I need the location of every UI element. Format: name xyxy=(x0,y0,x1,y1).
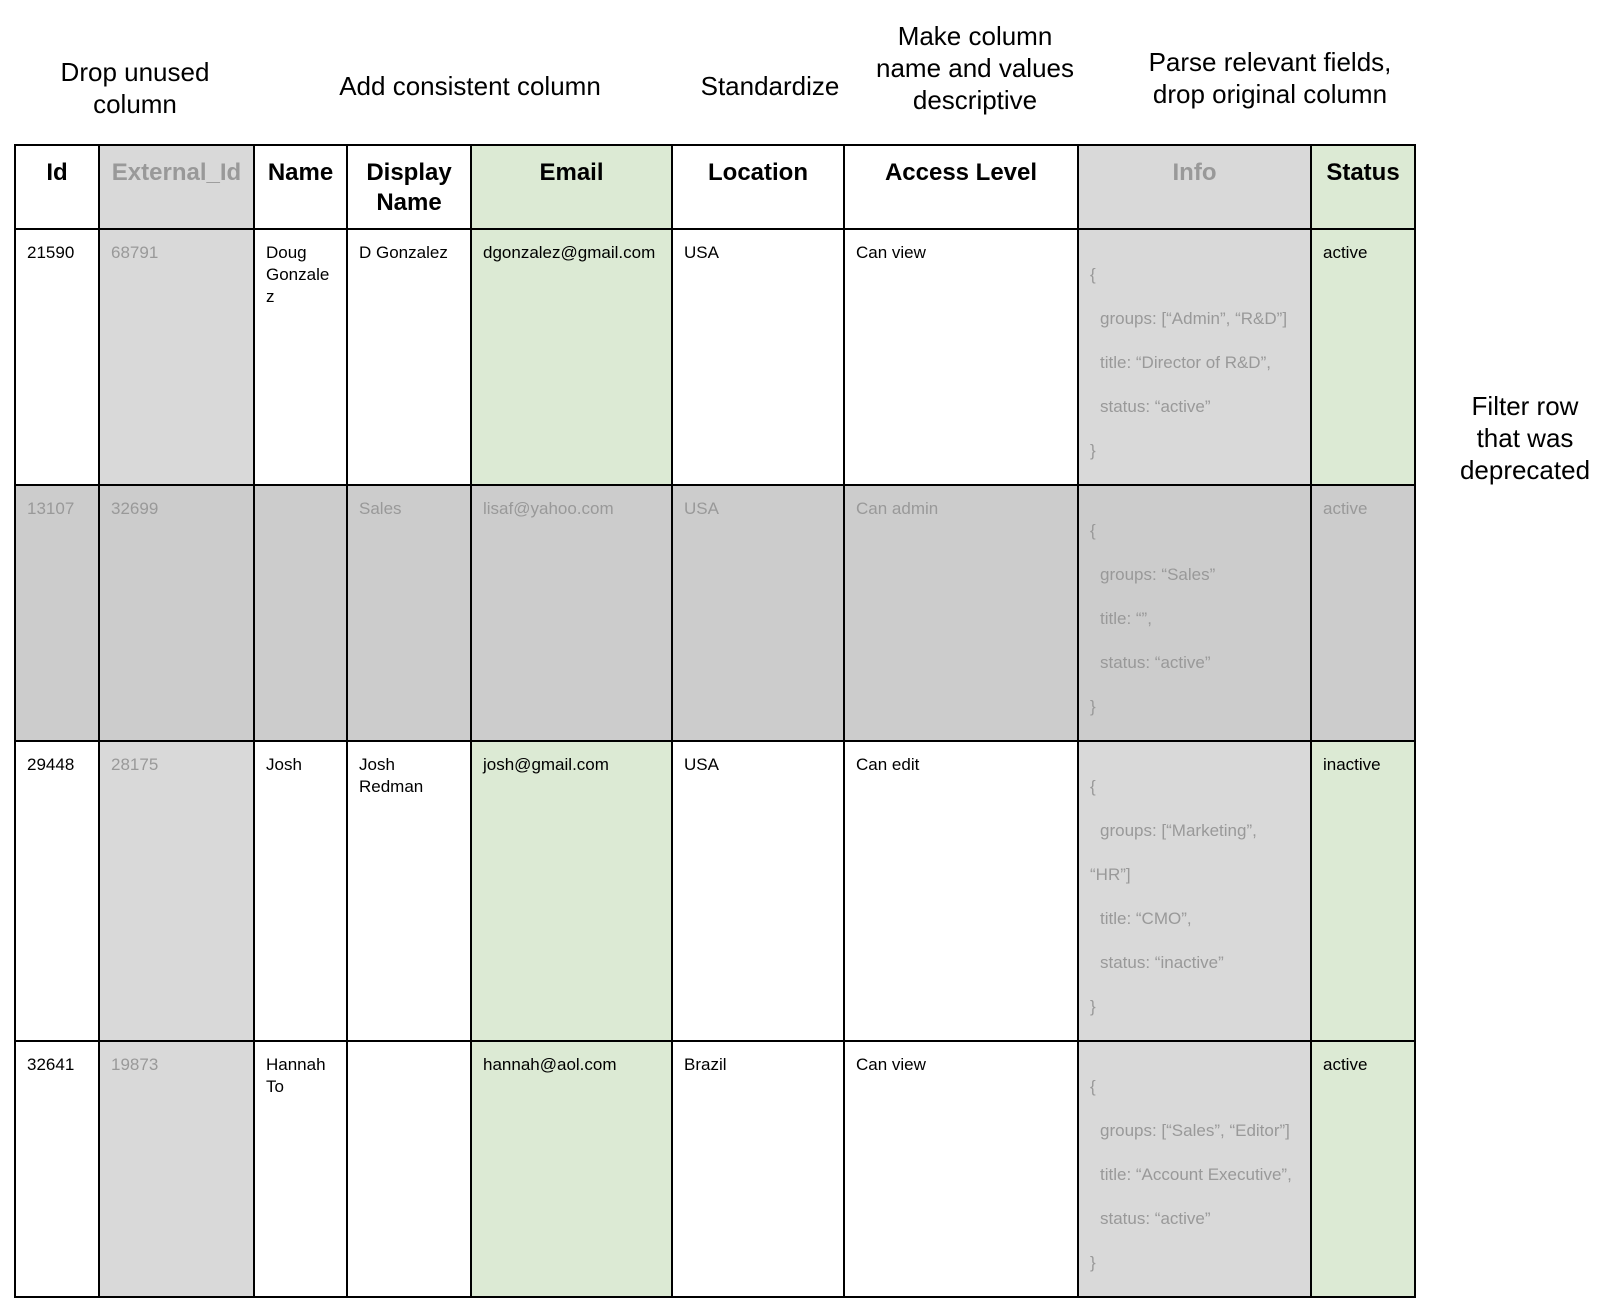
cell-info xyxy=(1078,485,1311,741)
header-access-level: Access Level xyxy=(844,145,1078,229)
data-table xyxy=(14,144,1416,1298)
cell-info xyxy=(1078,1041,1311,1297)
header-name: Name xyxy=(254,145,347,229)
table-row xyxy=(15,1041,1415,1297)
annotation-standardize: Standardize xyxy=(700,71,840,101)
info-title: title: “Account Executive”, xyxy=(1100,1165,1292,1184)
cell-access-level: Can admin xyxy=(844,485,1078,741)
info-open: { xyxy=(1090,265,1096,284)
cell-info xyxy=(1078,741,1311,1041)
cell-access-level: Can edit xyxy=(844,741,1078,1041)
header-row xyxy=(15,145,1415,229)
info-open: { xyxy=(1090,1077,1096,1096)
info-open: { xyxy=(1090,777,1096,796)
info-status: status: “active” xyxy=(1100,397,1211,416)
header-display-name: Display Name xyxy=(347,145,471,229)
cell-id: 21590 xyxy=(15,229,99,485)
cell-name xyxy=(254,485,347,741)
cell-external-id: 19873 xyxy=(99,1041,254,1297)
cell-display-name: D Gonzalez xyxy=(347,229,471,485)
header-id: Id xyxy=(15,145,99,229)
annotation-drop-unused-column: Drop unused column xyxy=(60,57,210,119)
info-close: } xyxy=(1090,997,1096,1016)
cell-email: dgonzalez@gmail.com xyxy=(471,229,672,485)
info-close: } xyxy=(1090,697,1096,716)
cell-email: hannah@aol.com xyxy=(471,1041,672,1297)
info-title: title: “”, xyxy=(1100,609,1152,628)
cell-external-id: 68791 xyxy=(99,229,254,485)
info-close: } xyxy=(1090,1253,1096,1272)
table-row-filtered xyxy=(15,485,1415,741)
cell-external-id: 32699 xyxy=(99,485,254,741)
header-location: Location xyxy=(672,145,844,229)
cell-id: 29448 xyxy=(15,741,99,1041)
info-status: status: “inactive” xyxy=(1100,953,1224,972)
info-status: status: “active” xyxy=(1100,1209,1211,1228)
info-status: status: “active” xyxy=(1100,653,1211,672)
cell-name: Hannah To xyxy=(254,1041,347,1297)
cell-display-name: Sales xyxy=(347,485,471,741)
cell-info xyxy=(1078,229,1311,485)
cell-location: USA xyxy=(672,229,844,485)
cell-access-level: Can view xyxy=(844,1041,1078,1297)
info-groups: groups: [“Admin”, “R&D”] xyxy=(1100,309,1288,328)
info-groups: groups: [“Sales”, “Editor”] xyxy=(1100,1121,1290,1140)
cell-display-name: Josh Redman xyxy=(347,741,471,1041)
cell-location: USA xyxy=(672,485,844,741)
info-close: } xyxy=(1090,441,1096,460)
info-groups-continued: “HR”] xyxy=(1090,865,1131,884)
annotation-parse-fields: Parse relevant fields, drop original column xyxy=(1148,47,1392,109)
cell-email: lisaf@yahoo.com xyxy=(471,485,672,741)
info-title: title: “CMO”, xyxy=(1100,909,1192,928)
cell-access-level: Can view xyxy=(844,229,1078,485)
cell-external-id: 28175 xyxy=(99,741,254,1041)
annotation-add-consistent-column: Add consistent column xyxy=(339,71,601,101)
info-groups: groups: “Sales” xyxy=(1100,565,1216,584)
header-status: Status xyxy=(1311,145,1415,229)
annotation-make-descriptive: Make column name and values descriptive xyxy=(875,21,1075,115)
cell-id: 32641 xyxy=(15,1041,99,1297)
info-groups: groups: [“Marketing”, xyxy=(1100,821,1257,840)
header-external-id: External_Id xyxy=(99,145,254,229)
info-open: { xyxy=(1090,521,1096,540)
cell-email: josh@gmail.com xyxy=(471,741,672,1041)
cell-name: Doug Gonzale z xyxy=(254,229,347,485)
table-row xyxy=(15,741,1415,1041)
annotation-filter-deprecated-row: Filter row that was deprecated xyxy=(1459,391,1591,485)
cell-status: active xyxy=(1311,1041,1415,1297)
cell-id: 13107 xyxy=(15,485,99,741)
cell-location: USA xyxy=(672,741,844,1041)
table-row xyxy=(15,229,1415,485)
cell-status: inactive xyxy=(1311,741,1415,1041)
header-info: Info xyxy=(1078,145,1311,229)
cell-location: Brazil xyxy=(672,1041,844,1297)
cell-display-name xyxy=(347,1041,471,1297)
cell-status: active xyxy=(1311,229,1415,485)
info-title: title: “Director of R&D”, xyxy=(1100,353,1271,372)
header-email: Email xyxy=(471,145,672,229)
cell-status: active xyxy=(1311,485,1415,741)
cell-name: Josh xyxy=(254,741,347,1041)
